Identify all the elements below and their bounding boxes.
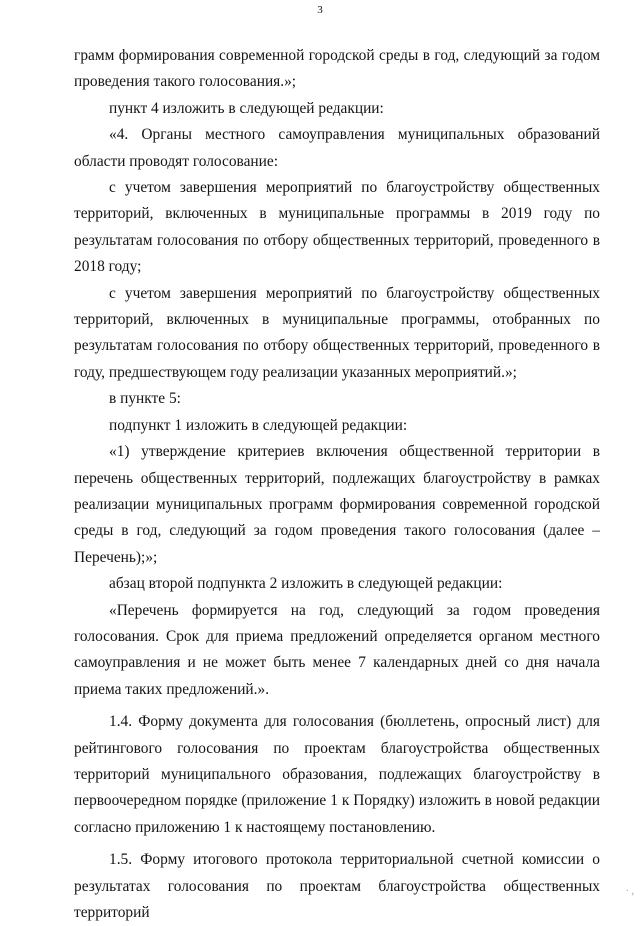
paragraph-1-5: 1.5. Форму итогового протокола территориальной счетной комиссии о результатах голосования по проектам благоустройства общественных территорий bbox=[74, 851, 600, 921]
paragraph-subitem-1-intro: подпункт 1 изложить в следующей редакции: bbox=[109, 416, 408, 434]
document-body bbox=[74, 43, 600, 926]
page-number: 3 bbox=[317, 4, 323, 16]
paragraph-continuation: грамм формирования современной городской среды в год, следующий за годом проведения такого голосования.»; bbox=[74, 47, 600, 91]
paragraph-item-4-condition-2: с учетом завершения мероприятий по благоустройству общественных территорий, включенных в муниципальные программы, отобранных по результатам голосования по отбору общественных территорий, проведенного в году, предшествующем году реализации указанных мероприятий.»; bbox=[74, 284, 600, 381]
paragraph-item-4-condition-1: с учетом завершения мероприятий по благоустройству общественных территорий, включенных в муниципальные программы в 2019 году по результатам голосования по отбору общественных территорий, проведенного в 2018 году; bbox=[74, 179, 600, 276]
paragraph-1-4: 1.4. Форму документа для голосования (бюллетень, опросный лист) для рейтингового голосования по проектам благоустройства общественных территорий муниципального образования, подлежащих благоустройству в первоочередном порядке (приложение 1 к Порядку) изложить в новой редакции согласно приложению 1 к настоящему постановлению. bbox=[74, 713, 600, 836]
paragraph-item-4-text: «4. Органы местного самоуправления муниципальных образований области проводят голосование: bbox=[74, 126, 600, 170]
paragraph-subitem-1-text: «1) утверждение критериев включения общественной территории в перечень общественных территорий, подлежащих благоустройству в рамках реализации муниципальных программ формирования современной городской среды в год, следующий за годом проведения такого голосования (далее – Перечень);»; bbox=[74, 443, 600, 566]
paragraph-item-5-intro: в пункте 5: bbox=[109, 390, 181, 408]
paragraph-subitem-2-text: «Перечень формируется на год, следующий за годом проведения голосования. Срок для приема предложений определяется органом местного самоуправления и не может быть менее 7 календарных дней со дня начала приема таких предложений.». bbox=[74, 601, 600, 698]
paragraph-subitem-2-intro: абзац второй подпункта 2 изложить в следующей редакции: bbox=[109, 575, 503, 593]
paragraph-item-4-intro: пункт 4 изложить в следующей редакции: bbox=[109, 99, 384, 117]
scan-corner-mark: · , bbox=[625, 886, 634, 897]
